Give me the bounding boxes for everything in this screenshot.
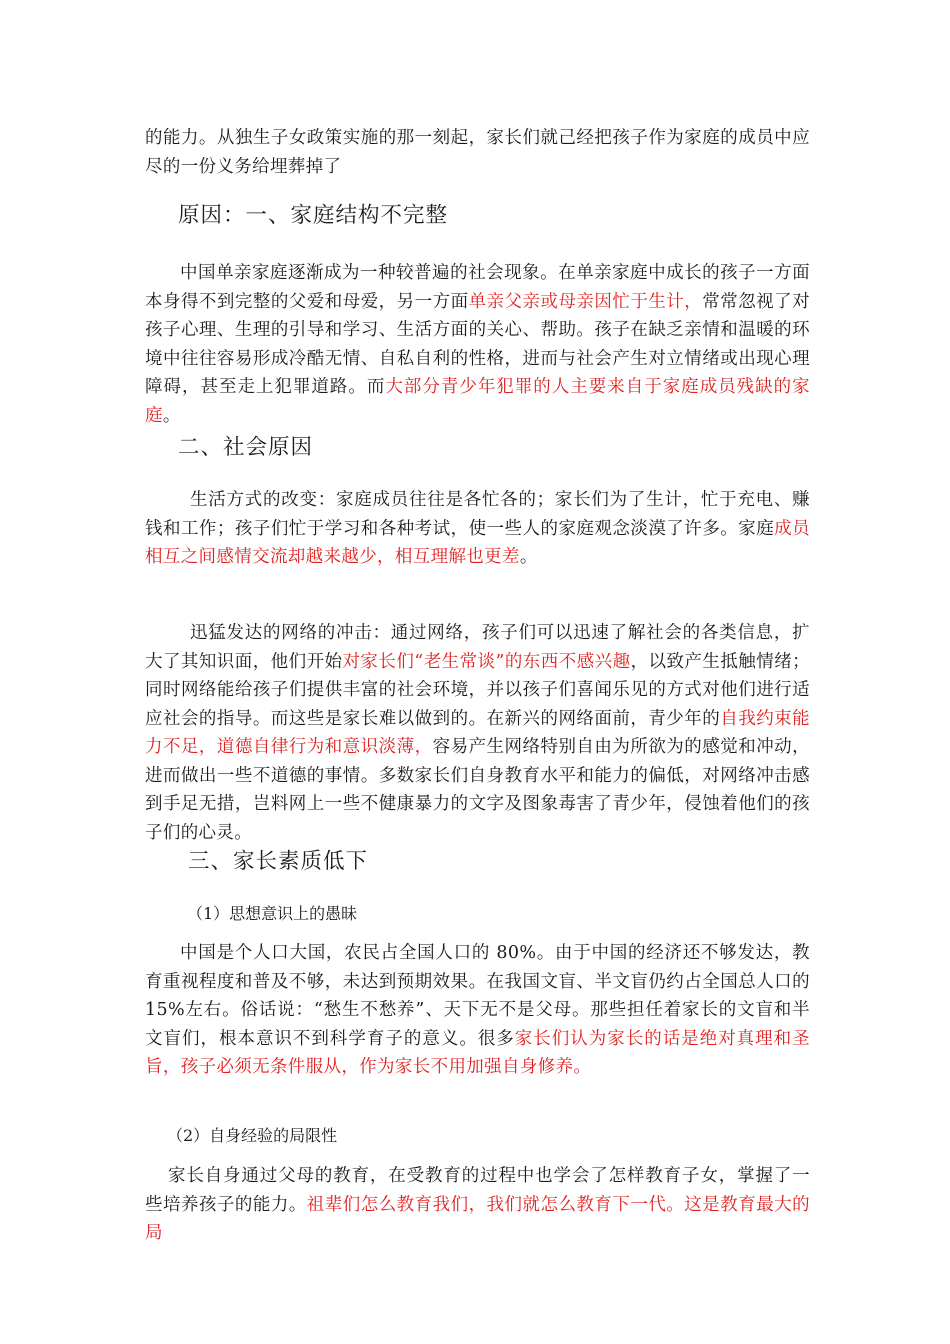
paragraph-intro-continuation (145, 124, 810, 181)
paragraph-population-education: 中国是个人口大国，农民占全国人口的 80%。由于中国的经济还不够发达，教育重视程度和普及不够，未达到预期效果。在我国文盲、半文盲仍约占全国总人口的 15%左右。俗话说：“愁生不愁养”、天下无不是父母。那些担任着家长的文盲和半文盲们，根本意识不到科学育子的意义。很多家长们认为家长的话是绝对真理和圣旨，孩子必须无条件服从，作为家长不用加强自身修养。 (145, 943, 810, 1077)
heading-reason-social: 二、社会原因 (178, 435, 314, 460)
heading-reason-family-structure: 原因：一、家庭结构不完整 (178, 203, 449, 228)
heading-reason-parent-quality: 三、家长素质低下 (188, 849, 369, 874)
paragraph-lifestyle-change: 生活方式的改变：家庭成员往往是各忙各的；家长们为了生计，忙于充电、赚钱和工作；孩子们忙于学习和各种考试，使一些人的家庭观念淡漠了许多。家庭成员相互之间感情交流却越来越少，相互理解也更差。 (145, 490, 810, 567)
paragraph-internet-impact: 迅猛发达的网络的冲击：通过网络，孩子们可以迅速了解社会的各类信息，扩大了其知识面，他们开始对家长们“老生常谈”的东西不感兴趣，以致产生抵触情绪；同时网络能给孩子们提供丰富的社会环境，并以孩子们喜闻乐见的方式对他们进行适应社会的指导。而这些是家长难以做到的。在新兴的网络面前，青少年的自我约束能力不足，道德自律行为和意识淡薄，容易产生网络特别自由为所欲为的感觉和冲动，进而做出一些不道德的事情。多数家长们自身教育水平和能力的偏低，对网络冲击感到手足无措，岂料网上一些不健康暴力的文字及图象毒害了青少年，侵蚀着他们的孩子们的心灵。 (145, 623, 811, 843)
highlight-text: 成员相互之间感情交流却越来越少，相互理解也更差 (145, 518, 810, 567)
highlight-text: 大部分青少年犯罪的人主要来自于家庭成员残缺的家庭 (145, 377, 810, 426)
paragraph-single-parent: 中国单亲家庭逐渐成为一种较普遍的社会现象。在单亲家庭中成长的孩子一方面本身得不到完整的父爱和母爱，另一方面单亲父亲或母亲因忙于生计，常常忽视了对孩子心理、生理的引导和学习、生活方面的关心、帮助。孩子在缺乏亲情和温暖的环境中往往容易形成冷酷无情、自私自利的性格，进而与社会产生对立情绪或出现心理障碍，甚至走上犯罪道路。而大部分青少年犯罪的人主要来自于家庭成员残缺的家庭。 (145, 263, 810, 426)
highlight-text: 祖辈们怎么教育我们，我们就怎么教育下一代。这是教育最大的局 (145, 1194, 810, 1243)
highlight-text: 自我约束能力不足，道德自律行为和意识淡薄， (145, 708, 811, 757)
highlight-text: 单亲父亲或母亲因忙于生计， (468, 291, 703, 312)
highlight-text: 对家长们“老生常谈”的东西不感兴趣 (342, 651, 631, 672)
subheading-experience-limits: （2）自身经验的局限性 (167, 1126, 338, 1145)
highlight-text: 家长们认为家长的话是绝对真理和圣旨，孩子必须无条件服从，作为家长不用加强自身修养。 (145, 1028, 810, 1077)
subheading-ignorance: （1）思想意识上的愚昧 (187, 904, 358, 923)
paragraph-text: 的能力。从独生子女政策实施的那一刻起，家长们就己经把孩子作为家庭的成员中应尽的一份义务给埋葬掉了 (145, 128, 810, 177)
paragraph-own-experience: 家长自身通过父母的教育，在受教育的过程中也学会了怎样教育子女，掌握了一些培养孩子的能力。祖辈们怎么教育我们，我们就怎么教育下一代。这是教育最大的局 (145, 1166, 810, 1243)
